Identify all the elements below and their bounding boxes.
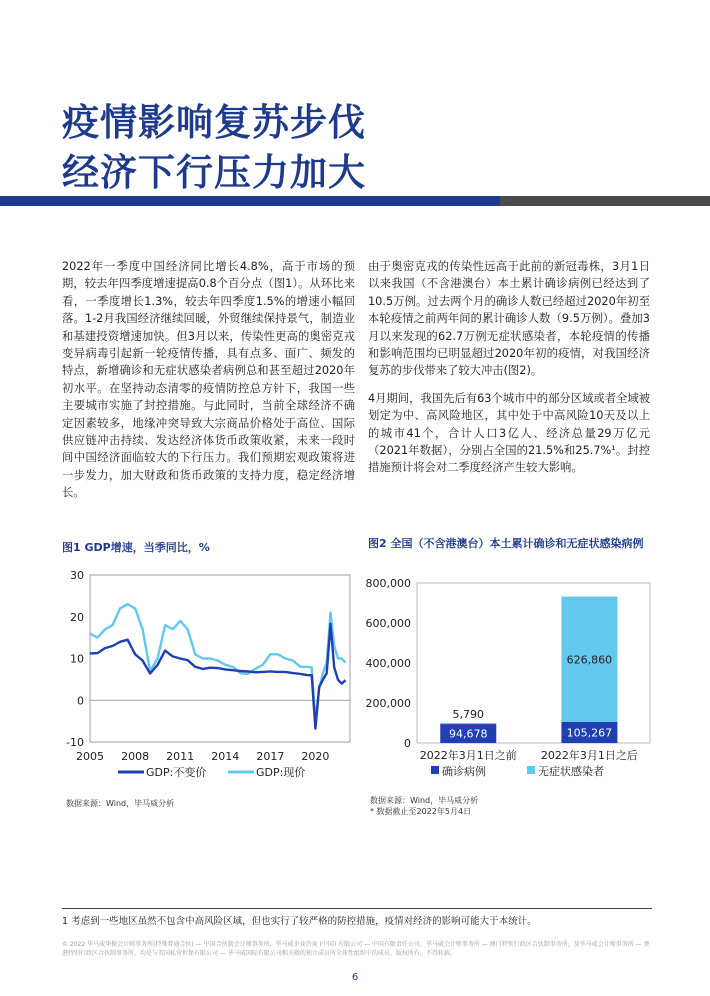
bar-segment bbox=[440, 723, 496, 724]
page-title-line1: 疫情影响复苏步伐 bbox=[62, 101, 366, 144]
left-column bbox=[62, 258, 355, 512]
legend-label: 确诊病例 bbox=[442, 765, 486, 778]
header-rule-blue bbox=[0, 196, 500, 206]
y-tick-label: 20 bbox=[70, 610, 84, 624]
right-paragraph-1: 由于奥密克戎的传染性远高于此前的新冠毒株，3月1日以来我国（不含港澳台）本土累计确诊病例已经达到了10.5万例。过去两个月的确诊人数已经超过2020年初至本轮疫情之前两年间的累计确诊人数（9.5万例）。叠加3月以来发现的62.7万例无症状感染者，本轮疫情的传播和影响范围均已明显超过2020年初的疫情，对我国经济复苏的步伐带来了较大冲击(图2)。 bbox=[368, 260, 650, 378]
y-tick-label: 0 bbox=[77, 694, 84, 708]
x-tick-label: 2008 bbox=[121, 750, 150, 763]
footnote-rule bbox=[62, 908, 652, 909]
data-label: 94,678 bbox=[449, 727, 488, 741]
y-tick-label: 400,000 bbox=[365, 657, 411, 670]
plot-frame bbox=[90, 575, 350, 742]
data-label: 5,790 bbox=[452, 707, 485, 721]
y-tick-label: 10 bbox=[70, 652, 84, 666]
left-paragraph: 2022年一季度中国经济同比增长4.8%，高于市场的预期，较去年四季度增速提高0.8个百分点（图1）。从环比来看，一季度增长1.3%，较去年四季度1.5%的增速小幅回落。1-2月我国经济继续回暖，外贸继续保持景气，制造业和基建投资增速加快。但3月以来，传染性更高的奥密克戎变异病毒引起新一轮疫情传播，具有点多、面广、频发的特点，新增确诊和无症状感染者病例总和甚至超过2020年初水平。在坚持动态清零的疫情防控总方针下，我国一些主要城市实施了封控措施。与此同时，当前全球经济不确定因素较多，地缘冲突导致大宗商品价格处于高位、国际供应链冲击持续、发达经济体货币政策收紧，未来一段时间中国经济面临较大的下行压力。我们预期宏观政策将进一步发力，加大财政和货币政策的支持力度，稳定经济增长。 bbox=[62, 260, 355, 500]
legend-label: 无症状感染者 bbox=[538, 765, 604, 778]
legend-swatch bbox=[431, 766, 439, 774]
gdp-line-chart bbox=[60, 560, 360, 795]
page-number: 6 bbox=[351, 972, 359, 983]
legend-label: GDP:不变价 bbox=[146, 766, 207, 779]
figure1-source: 数据来源：Wind，毕马威分析 bbox=[66, 799, 175, 808]
right-column bbox=[368, 258, 650, 487]
legend-swatch bbox=[527, 766, 535, 774]
x-tick-label: 2011 bbox=[166, 750, 195, 763]
footnote: 1 考虑到一些地区虽然不包含中高风险区域，但也实行了较严格的防控措施，疫情对经济的影响可能大于本统计。 bbox=[62, 916, 537, 927]
y-tick-label: 0 bbox=[404, 737, 411, 750]
y-tick-label: -10 bbox=[66, 736, 84, 749]
figure2-title: 图2 全国（不含港澳台）本土累计确诊和无症状感染病例 bbox=[368, 537, 644, 550]
x-category-label: 2022年3月1日之后 bbox=[540, 749, 638, 762]
x-tick-label: 2005 bbox=[76, 750, 104, 763]
x-tick-label: 2014 bbox=[211, 750, 240, 763]
figure2-source: 数据来源：Wind，毕马威分析 bbox=[370, 796, 479, 805]
data-label: 105,267 bbox=[566, 726, 613, 740]
x-tick-label: 2020 bbox=[301, 750, 330, 763]
y-tick-label: 30 bbox=[70, 569, 84, 582]
data-label: 626,860 bbox=[566, 653, 613, 667]
figure2-note: * 数据截止至2022年5月4日 bbox=[370, 807, 472, 816]
y-tick-label: 600,000 bbox=[365, 617, 411, 630]
figure1-title: 图1 GDP增速，当季同比，% bbox=[62, 541, 210, 554]
series-line bbox=[90, 604, 346, 721]
page-title-line2: 经济下行压力加大 bbox=[62, 151, 366, 194]
y-tick-label: 800,000 bbox=[365, 577, 411, 590]
legend-label: GDP:现价 bbox=[256, 766, 306, 779]
covid-cases-bar-chart bbox=[365, 565, 665, 795]
x-category-label: 2022年3月1日之前 bbox=[419, 749, 517, 762]
y-tick-label: 200,000 bbox=[365, 697, 411, 710]
series-line bbox=[90, 624, 346, 729]
legal-notice: © 2022 毕马威华振会计师事务所(特殊普通合伙) — 中国合伙制会计师事务所，毕马威企业咨询 (中国) 有限公司 — 中国有限责任公司，毕马威会计师事务所 — 澳门特别行政区合伙制事务所，及毕马威会计师事务所 — 香港特别行政区合伙制事务所，均是与英国私营担保有限公司 — 毕马威国际有限公司相关联的独立成员所全球性组织中的成员。版权所有，不得转载。 bbox=[62, 941, 650, 957]
right-paragraph-2: 4月期间，我国先后有63个城市中的部分区域或者全域被划定为中、高风险地区，其中处于中高风险10天及以上的城市41个，合计人口3亿人、经济总量29万亿元（2021年数据），分别占全国的21.5%和25.7%¹。封控措施预计将会对二季度经济产生较大影响。 bbox=[368, 391, 650, 475]
x-tick-label: 2017 bbox=[256, 750, 285, 763]
